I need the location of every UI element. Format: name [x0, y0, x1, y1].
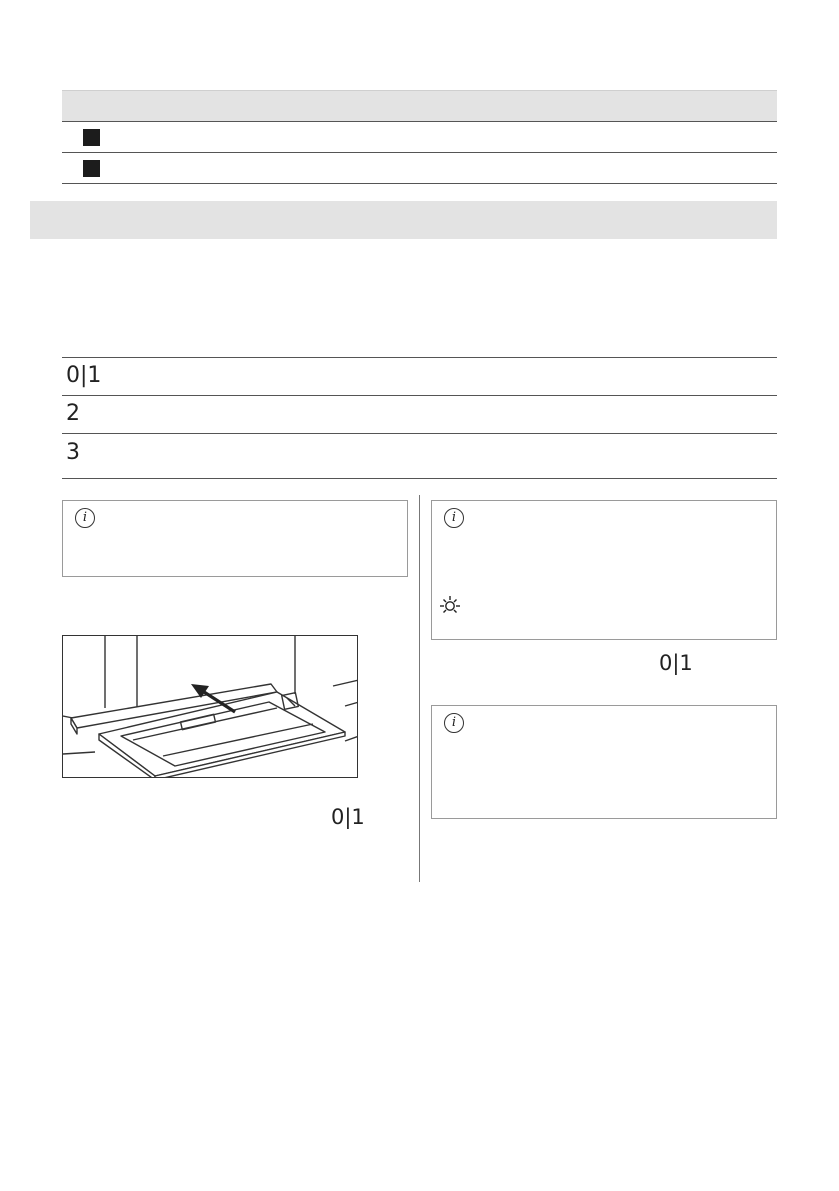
info-icon: i: [444, 713, 464, 733]
speed-3-symbol: 3: [66, 440, 80, 465]
info-note-right-top: [431, 500, 777, 640]
hood-illustration: [62, 635, 358, 778]
black-square-icon: [83, 129, 100, 146]
on-off-symbol: 0|1: [66, 363, 102, 388]
light-bulb-icon: [439, 595, 461, 617]
control-row: [62, 358, 777, 396]
section-header: [30, 201, 777, 239]
black-square-icon: [83, 160, 100, 177]
symbol-table: [62, 90, 777, 184]
column-divider: [419, 495, 420, 882]
on-off-symbol-inline: 0|1: [331, 805, 365, 829]
control-table: [62, 357, 777, 479]
control-row: [62, 434, 777, 479]
speed-2-symbol: 2: [66, 401, 80, 426]
info-icon: i: [444, 508, 464, 528]
info-note-right-bottom: [431, 705, 777, 819]
control-row: [62, 396, 777, 434]
symbol-table-row: [62, 153, 777, 184]
info-note-left: [62, 500, 408, 577]
on-off-symbol-inline: 0|1: [659, 651, 693, 675]
symbol-table-header: [62, 90, 777, 122]
info-icon: i: [75, 508, 95, 528]
hood-drawing: [63, 636, 358, 778]
symbol-table-row: [62, 122, 777, 153]
